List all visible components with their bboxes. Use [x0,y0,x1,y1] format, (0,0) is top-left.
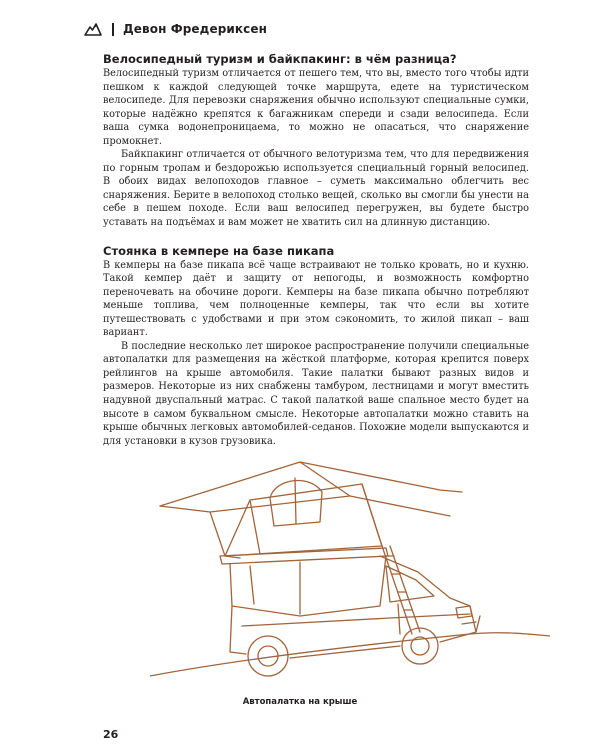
paragraph-bikepacking: Байкпакинг отличается от обычного велотуризма тем, что для передвижения по горным тропам и бездорожью используется специальный горный велосипед. В обоих видах велопоходов главное – суметь максимально облегчить вес снаряжения. Берите в велопоход столько вещей, сколько вы смогли бы унести на себе в пешем походе. Если ваш велосипед перегружен, вы будете быстро уставать на подъёмах и вам может не хватить сил на длинную дистанцию. [103,149,529,229]
page-content [103,52,529,448]
page-header [84,19,267,39]
section-heading-cycling: Велосипедный туризм и байкпакинг: в чём разница? [103,52,457,66]
section-heading-pickup-camper: Стоянка в кемпере на базе пикапа [103,243,335,258]
paragraph-pickup-camper: В кемперы на базе пикапа всё чаще встраивают не только кровать, но и кухню. Такой кемпер даёт и защиту от непогоды, и возможность комфортно переночевать на обочине дороги. Кемперы на базе пикапа обычно потребляют меньше топлива, чем полноценные кемперы, так что если вы хотите путешествовать с удобствами и при этом сэкономить, то жилой пикап – ваш вариант. [103,259,529,339]
page-number: 26 [103,728,119,741]
author-name: Девон Фредериксен [123,22,267,36]
illustration-caption: Автопалатка на крыше [242,697,358,707]
rooftop-tent-pickup-illustration [150,456,550,686]
paragraph-cycling-touring: Велосипедный туризм отличается от пешего тем, что вы, вместо того чтобы идти пешком к каждой следующей точке маршрута, едете на туристическом велосипеде. Для перевозки снаряжения обычно используют специальные сумки, которые надёжно крепятся к багажникам спереди и сзади велосипеда. Если ваша сумка водонепроницаема, то можно не опасаться, что снаряжение промокнет. [103,68,529,147]
mountain-logo-icon [84,22,102,36]
header-separator [112,23,114,36]
paragraph-rooftop-tents: В последние несколько лет широкое распространение получили специальные автопалатки для размещения на жёсткой платформе, которая крепится поверх рейлингов на крыше автомобиля. Такие палатки бывают разных видов и размеров. Некоторые из них снабжены тамбуром, лестницами и могут вместить надувной двуспальный матрас. С такой палаткой ваше спальное место будет на высоте в самом буквальном смысле. Некоторые автопалатки можно ставить на крыше обычных легковых автомобилей-седанов. Похожие модели выпускаются и для установки в кузов грузовика. [103,340,529,447]
